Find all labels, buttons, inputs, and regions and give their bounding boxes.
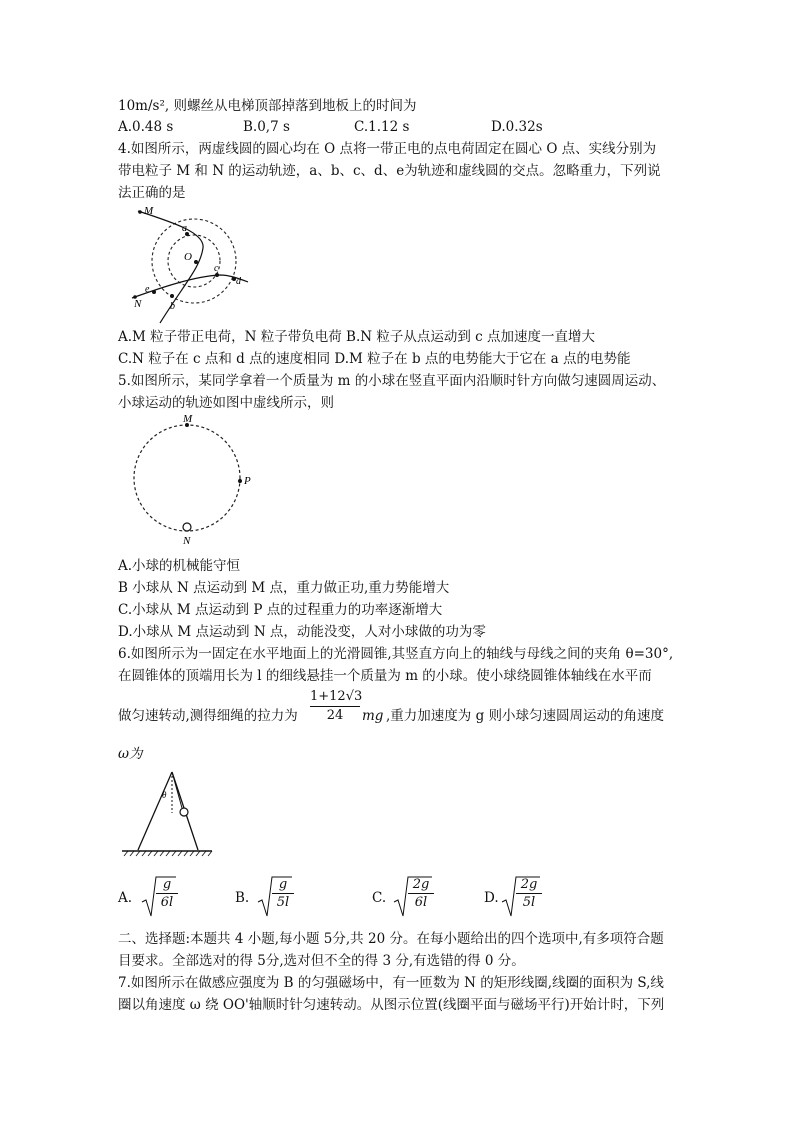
q4-label-c: c bbox=[214, 263, 219, 274]
q4-option-line-2: C.N 粒子在 c 点和 d 点的速度相同 D.M 粒子在 b 点的电势能大于它在 a 点的电势能 bbox=[118, 351, 631, 367]
q6-option-b-fraction bbox=[272, 876, 294, 911]
q5-stem-line-1: 5.如图所示，某同学拿着一个质量为 m 的小球在竖直平面内沿顺时针方向做匀速圆周运动、 bbox=[118, 373, 666, 389]
q6-stem-line-1: 6.如图所示为一固定在水平地面上的光滑圆锥,其竖直方向上的轴线与母线之间的夹角 θ=30°, bbox=[118, 646, 674, 662]
q6-omega-line: ω为 bbox=[118, 746, 143, 762]
q5-label-n: N bbox=[183, 535, 191, 547]
q6-fraction-numerator: 1+12√3 bbox=[310, 689, 363, 704]
q6-option-b-num: g bbox=[278, 877, 288, 892]
q5-option-c: C.小球从 M 点运动到 P 点的过程重力的功率逐渐增大 bbox=[118, 602, 443, 618]
q6-ground-hatching bbox=[124, 851, 212, 856]
q5-dashed-circle bbox=[134, 425, 240, 531]
q4-label-a: a bbox=[182, 223, 187, 234]
q6-stem-line-3-before: 做匀速转动,测得细绳的拉力为 bbox=[118, 708, 298, 724]
q6-stem-line-3-after: ,重力加速度为 g 则小球匀速圆周运动的角速度 bbox=[386, 708, 665, 724]
q4-label-e: e bbox=[145, 284, 150, 295]
q6-cone-left-edge bbox=[138, 772, 172, 850]
q6-option-a-den: 6l bbox=[156, 893, 178, 911]
q3-option-c: C.1.12 s bbox=[354, 119, 410, 135]
q6-option-c-letter: C. bbox=[372, 890, 387, 906]
q4-stem-line-2: 带电粒子 M 和 N 的运动轨迹，a、b、c、d、e为轨迹和虚线圆的交点。忽略重力，下列说 bbox=[118, 163, 661, 179]
q6-option-a-letter: A. bbox=[118, 890, 133, 906]
q5-option-a: A.小球的机械能守恒 bbox=[118, 558, 241, 574]
q6-option-d-den: 5l bbox=[516, 893, 542, 911]
q4-label-b: b bbox=[170, 301, 175, 312]
q6-option-b-den: 5l bbox=[272, 893, 294, 911]
q6-fraction-denominator: 24 bbox=[310, 706, 360, 725]
q3-option-d: D.0.32s bbox=[491, 119, 543, 135]
q6-option-c-fraction bbox=[408, 876, 434, 911]
q5-ball-n bbox=[183, 523, 191, 531]
q4-center-dot bbox=[194, 260, 198, 264]
q5-point-p bbox=[238, 479, 242, 483]
q6-option-d-num: 2g bbox=[520, 877, 538, 892]
q5-label-p: P bbox=[244, 475, 251, 487]
section2-header-line-2: 目要求。全部选对的得 5分,选对但不全的得 3 分,有选错的得 0 分。 bbox=[118, 953, 525, 969]
q6-option-d-letter: D. bbox=[484, 890, 499, 906]
q6-figure bbox=[120, 768, 220, 863]
q4-label-d: d bbox=[236, 276, 241, 287]
q6-option-a-num: g bbox=[162, 877, 172, 892]
q4-option-line-1: A.M 粒子带正电荷，N 粒子带负电荷 B.N 粒子从点运动到 c 点加速度一直增大 bbox=[118, 329, 596, 345]
q4-figure bbox=[120, 203, 260, 323]
q4-point-e bbox=[152, 290, 156, 294]
q6-option-a-fraction bbox=[156, 876, 178, 911]
q4-outer-dashed-circle bbox=[152, 219, 236, 303]
q6-option-c-den: 6l bbox=[408, 893, 434, 911]
q5-option-b: B 小球从 N 点运动到 M 点，重力做正功,重力势能增大 bbox=[118, 580, 450, 596]
q4-label-n: N bbox=[134, 298, 142, 310]
q5-label-m: M bbox=[183, 413, 193, 425]
q5-stem-line-2: 小球运动的轨迹如图中虚线所示，则 bbox=[118, 395, 334, 411]
q7-stem-line-1: 7.如图所示在做感应强度为 B 的匀强磁场中，有一匝数为 N 的矩形线圈,线圈的面积为 S,线 bbox=[118, 975, 664, 991]
q4-label-o: O bbox=[184, 251, 192, 263]
q4-stem-line-1: 4.如图所示，两虚线圆的圆心均在 O 点将一带正电的点电荷固定在圆心 O 点、实线分别为 bbox=[118, 141, 657, 157]
q4-end-dot-m bbox=[138, 210, 142, 214]
q6-option-b-letter: B. bbox=[235, 890, 250, 906]
q7-stem-line-2: 圈以角速度 ω 绕 OO'轴顺时针匀速转动。从图示位置(线圈平面与磁场平行)开始计时，下列 bbox=[118, 997, 665, 1013]
q6-fraction-tail: mg bbox=[362, 708, 384, 724]
q6-string bbox=[172, 772, 182, 808]
q6-option-d-fraction bbox=[516, 876, 542, 911]
q5-figure bbox=[122, 412, 262, 552]
q6-stem-line-2: 在圆锥体的顶端用长为 l 的细线悬挂一个质量为 m 的小球。使小球绕圆锥体轴线在水平而 bbox=[118, 668, 652, 684]
q4-label-m: M bbox=[144, 205, 154, 217]
q4-point-b bbox=[170, 294, 174, 298]
q3-option-b: B.0,7 s bbox=[243, 119, 290, 135]
section2-header-line-1: 二、选择题:本题共 4 小题,每小题 5分,共 20 分。在每小题给出的四个选项中,有多项符合题 bbox=[118, 931, 664, 947]
q6-option-c-num: 2g bbox=[412, 877, 430, 892]
q3-stem-tail: 10m/s², 则螺丝从电梯顶部掉落到地板上的时间为 bbox=[118, 98, 417, 114]
q6-tension-fraction bbox=[310, 688, 363, 725]
q6-ball bbox=[180, 808, 188, 816]
q4-stem-line-3: 法正确的是 bbox=[118, 185, 186, 201]
q3-option-a: A.0.48 s bbox=[118, 119, 174, 135]
q5-option-d: D.小球从 M 点运动到 N 点，动能没变，人对小球做的功为零 bbox=[118, 624, 486, 640]
q6-theta-label: θ bbox=[162, 790, 167, 800]
